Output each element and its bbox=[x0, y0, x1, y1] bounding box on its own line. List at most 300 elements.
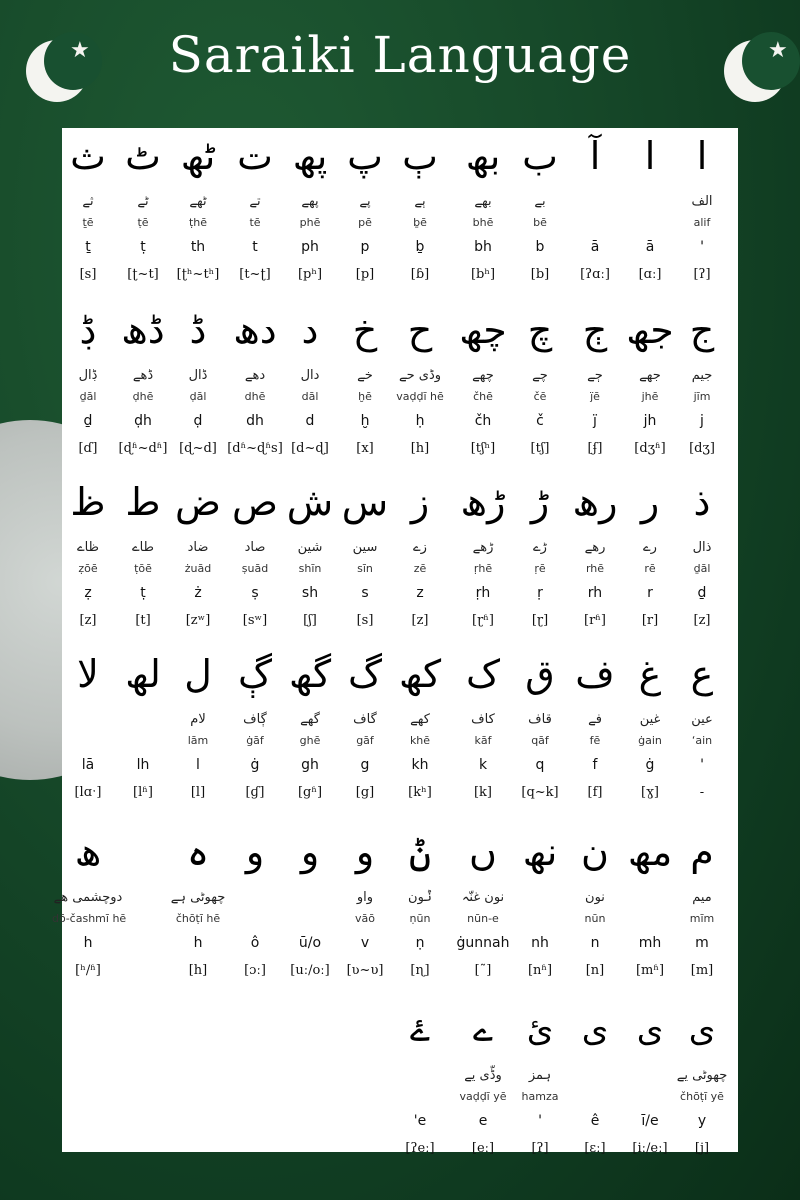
letter-ipa: [ɖ~d] bbox=[179, 441, 217, 456]
letter-native-name: سین bbox=[352, 540, 378, 555]
letter-transliteration: m bbox=[695, 935, 709, 951]
letter-name: vaḍḍī hē bbox=[396, 390, 444, 403]
letter-transliteration: lā bbox=[81, 757, 95, 773]
letter-transliteration: r bbox=[647, 585, 653, 601]
letter-ipa: [uː/oː] bbox=[290, 963, 330, 978]
letter-transliteration: ḍh bbox=[134, 413, 152, 429]
letter-glyph: مھ bbox=[627, 830, 673, 874]
letter-native-name: وڈّی یے bbox=[464, 1068, 502, 1083]
letter-transliteration: ṛh bbox=[475, 585, 491, 601]
letter-ipa: [ɽʱ] bbox=[472, 613, 494, 628]
letter-transliteration: f bbox=[592, 757, 598, 773]
letter-glyph: ش bbox=[286, 480, 334, 524]
letter-name: dhē bbox=[244, 390, 266, 403]
letter-glyph: ا bbox=[696, 134, 708, 178]
letter-transliteration: g bbox=[360, 757, 370, 773]
letter-ipa: [ʈ~t] bbox=[127, 267, 159, 282]
letter-glyph: ح bbox=[407, 308, 433, 352]
letter-glyph: آ bbox=[589, 134, 601, 178]
letter-row bbox=[62, 306, 738, 478]
letter-ipa: [z] bbox=[693, 613, 711, 628]
letter-transliteration: ṣ bbox=[251, 585, 259, 601]
letter-ipa: [ʔɑː] bbox=[580, 267, 610, 282]
letter-native-name: ثے bbox=[82, 194, 94, 209]
letter-glyph: ئ bbox=[526, 1010, 554, 1050]
letter-native-name: الف bbox=[691, 194, 713, 209]
letter-transliteration: ph bbox=[301, 239, 319, 255]
letter-ipa: [gʱ] bbox=[297, 785, 323, 800]
letter-name: lām bbox=[187, 734, 209, 747]
letter-name: żuād bbox=[184, 562, 212, 575]
letter-name: ṛē bbox=[534, 562, 546, 575]
letter-glyph: ع bbox=[690, 652, 714, 696]
letter-glyph: ڋ bbox=[79, 308, 97, 352]
letter-ipa: [ʔ] bbox=[693, 267, 711, 282]
letter-native-name: ݨون bbox=[408, 890, 432, 905]
letter-name: ḏāl bbox=[79, 390, 97, 403]
letter-glyph: ظ bbox=[70, 480, 106, 524]
letter-transliteration: ġ bbox=[250, 757, 260, 773]
letter-glyph: ٹ bbox=[125, 134, 161, 178]
letter-transliteration: h bbox=[193, 935, 203, 951]
letter-name: ġāf bbox=[246, 734, 264, 747]
letter-glyph: گھ bbox=[288, 652, 332, 696]
letter-native-name: گھے bbox=[300, 712, 320, 727]
letter-ipa: [j] bbox=[694, 1141, 710, 1156]
letter-native-name: زے bbox=[413, 540, 427, 555]
letter-transliteration: ġ bbox=[645, 757, 655, 773]
letter-transliteration: dh bbox=[246, 413, 264, 429]
letter-transliteration: ' bbox=[700, 239, 704, 255]
letter-native-name: ڑے bbox=[533, 540, 547, 555]
star-icon-right: ★ bbox=[768, 38, 788, 63]
letter-glyph: ٹھ bbox=[180, 134, 216, 178]
letter-transliteration: čh bbox=[474, 413, 492, 429]
letter-glyph: م bbox=[690, 830, 714, 874]
letter-ipa: [eː] bbox=[471, 1141, 495, 1156]
letter-transliteration: ṭ bbox=[140, 585, 146, 601]
letter-transliteration: j̈ bbox=[593, 413, 597, 429]
letter-transliteration: ḇ bbox=[415, 239, 425, 255]
letter-glyph: ط bbox=[125, 480, 161, 524]
letter-glyph: چ bbox=[527, 308, 553, 352]
letter-native-name: پھے bbox=[301, 194, 319, 209]
letter-ipa: [t~ʈ] bbox=[239, 267, 271, 282]
letter-glyph: ڑھ bbox=[460, 480, 506, 524]
letter-name: dō-čashmī hē bbox=[52, 912, 127, 925]
letter-glyph: ز bbox=[410, 480, 430, 524]
letter-native-name: ٹھے bbox=[189, 194, 207, 209]
letter-ipa: [g] bbox=[355, 785, 375, 800]
letter-transliteration: p bbox=[360, 239, 370, 255]
letter-ipa: [x] bbox=[356, 441, 374, 456]
letter-glyph: و bbox=[245, 830, 265, 874]
letter-name: ṭōē bbox=[134, 562, 152, 575]
letter-name: vāō bbox=[355, 912, 375, 925]
letter-name: shīn bbox=[298, 562, 322, 575]
letter-name: nūn-e bbox=[467, 912, 499, 925]
letter-name: ẓōē bbox=[78, 562, 98, 575]
letter-name: qāf bbox=[531, 734, 549, 747]
letter-name: ḍāl bbox=[189, 390, 207, 403]
letter-ipa: [l] bbox=[190, 785, 206, 800]
letter-name: ṭhē bbox=[188, 216, 208, 229]
letter-transliteration: ḏ bbox=[697, 585, 707, 601]
letter-ipa: [q~k] bbox=[521, 785, 559, 800]
letter-transliteration: h bbox=[83, 935, 93, 951]
letter-ipa: [z] bbox=[79, 613, 97, 628]
alphabet-chart bbox=[52, 128, 738, 1156]
letter-glyph: ۓ bbox=[410, 1010, 430, 1050]
letter-ipa: [ʔ] bbox=[531, 1141, 549, 1156]
letter-name: ṇūn bbox=[409, 912, 431, 925]
letter-native-name: بے bbox=[534, 194, 546, 209]
letter-glyph: رھ bbox=[572, 480, 618, 524]
letter-transliteration: b bbox=[535, 239, 545, 255]
letter-name: rhē bbox=[585, 562, 605, 575]
letter-ipa: [dʒʱ] bbox=[634, 441, 666, 456]
letter-transliteration: ṯ bbox=[85, 239, 91, 255]
letter-native-name: ڳاف bbox=[243, 712, 267, 727]
letter-glyph: ڳ bbox=[237, 652, 272, 696]
letter-glyph: ی bbox=[688, 1010, 716, 1050]
letter-name: ‘ain bbox=[691, 734, 713, 747]
page-title: Saraiki Language bbox=[168, 26, 632, 84]
letter-transliteration: sh bbox=[301, 585, 319, 601]
letter-ipa: [dʒ] bbox=[689, 441, 715, 456]
letter-ipa: [nʱ] bbox=[527, 963, 553, 978]
letter-glyph: ف bbox=[575, 652, 615, 696]
letter-ipa: - bbox=[699, 785, 705, 800]
letter-ipa: [rʱ] bbox=[584, 613, 606, 628]
letter-native-name: ڄے bbox=[587, 368, 603, 383]
letter-glyph: ٻ bbox=[402, 134, 438, 178]
letter-native-name: نون bbox=[585, 890, 605, 905]
letter-glyph: ج bbox=[689, 308, 715, 352]
letter-name: ḇē bbox=[413, 216, 427, 229]
letter-transliteration: ô bbox=[250, 935, 260, 951]
letter-ipa: [r] bbox=[641, 613, 659, 628]
letter-ipa: [ʃ] bbox=[303, 613, 317, 628]
letter-transliteration: ṛ bbox=[537, 585, 543, 601]
letter-ipa: [ɖʱ~dʱ] bbox=[118, 441, 168, 456]
letter-name: gāf bbox=[356, 734, 374, 747]
letter-ipa: [˜] bbox=[474, 963, 492, 978]
letter-name: ghē bbox=[299, 734, 321, 747]
letter-native-name: ذال bbox=[692, 540, 712, 555]
letter-glyph: ی bbox=[581, 1010, 609, 1050]
letter-glyph: پھ bbox=[292, 134, 328, 178]
letter-glyph: ذ bbox=[693, 480, 711, 524]
letter-native-name: ڈال bbox=[188, 368, 208, 383]
letter-ipa: [ʈʰ~tʰ] bbox=[176, 267, 220, 282]
letter-transliteration: ū/o bbox=[298, 935, 322, 951]
letter-transliteration: ' bbox=[538, 1113, 542, 1129]
letter-native-name: ٹے bbox=[137, 194, 149, 209]
letter-name: bhē bbox=[472, 216, 494, 229]
letter-glyph: ہ bbox=[186, 830, 210, 874]
letter-ipa: [z] bbox=[411, 613, 429, 628]
letter-glyph: کھ bbox=[398, 652, 442, 696]
letter-transliteration: ī/e bbox=[641, 1113, 659, 1129]
letter-ipa: [m] bbox=[690, 963, 714, 978]
letter-ipa: [tʃʰ] bbox=[470, 441, 496, 456]
letter-row bbox=[62, 650, 738, 822]
letter-transliteration: rh bbox=[587, 585, 603, 601]
letter-transliteration: nh bbox=[531, 935, 549, 951]
letter-native-name: دال bbox=[300, 368, 320, 383]
letter-name: čhōṭī hē bbox=[175, 912, 221, 925]
letter-glyph: ݨ bbox=[408, 830, 432, 874]
letter-native-name: طاے bbox=[132, 540, 154, 555]
letter-ipa: [pʰ] bbox=[297, 267, 323, 282]
letter-native-name: چھوٹی یے bbox=[676, 1068, 728, 1083]
letter-transliteration: n bbox=[590, 935, 600, 951]
letter-name: čhē bbox=[473, 390, 493, 403]
letter-ipa: [s] bbox=[356, 613, 374, 628]
letter-name: jhē bbox=[641, 390, 659, 403]
letter-transliteration: jh bbox=[643, 413, 657, 429]
letter-glyph: ب bbox=[522, 134, 558, 178]
letter-native-name: تے bbox=[249, 194, 261, 209]
letter-name: vaḍḍī yē bbox=[459, 1090, 507, 1103]
letter-native-name: بھے bbox=[474, 194, 492, 209]
letter-glyph: ں bbox=[469, 830, 497, 874]
letter-transliteration: ż bbox=[194, 585, 202, 601]
letter-native-name: جیم bbox=[691, 368, 713, 383]
letter-transliteration: j bbox=[700, 413, 704, 429]
letter-native-name: واو bbox=[356, 890, 374, 905]
letter-ipa: [t] bbox=[135, 613, 151, 628]
letter-native-name: کھے bbox=[410, 712, 430, 727]
letter-transliteration: ġunnah bbox=[456, 935, 510, 951]
letter-native-name: صاد bbox=[244, 540, 266, 555]
letter-glyph: ا bbox=[644, 134, 656, 178]
letter-glyph: و bbox=[300, 830, 320, 874]
letter-glyph: ن bbox=[581, 830, 609, 874]
letter-glyph: ت bbox=[237, 134, 273, 178]
letter-name: pē bbox=[358, 216, 372, 229]
letter-transliteration: ẓ bbox=[84, 585, 92, 601]
letter-native-name: چے bbox=[532, 368, 548, 383]
letter-native-name: پے bbox=[359, 194, 371, 209]
letter-name: ṯē bbox=[82, 216, 94, 229]
letter-ipa: [n] bbox=[585, 963, 605, 978]
letter-ipa: [p] bbox=[355, 267, 375, 282]
letter-glyph: ک bbox=[465, 652, 500, 696]
letter-name: khē bbox=[409, 734, 431, 747]
letter-ipa: [b] bbox=[530, 267, 550, 282]
letter-ipa: [mʱ] bbox=[635, 963, 665, 978]
letter-name: mīm bbox=[689, 912, 715, 925]
letter-glyph: ق bbox=[525, 652, 555, 696]
letter-glyph: پ bbox=[347, 134, 383, 178]
letter-transliteration: t bbox=[252, 239, 258, 255]
letter-native-name: گاف bbox=[353, 712, 377, 727]
letter-ipa: [kʰ] bbox=[408, 785, 432, 800]
letter-glyph: ڈھ bbox=[121, 308, 165, 352]
letter-glyph: بھ bbox=[465, 134, 501, 178]
letter-native-name: فے bbox=[588, 712, 602, 727]
letter-glyph: ل bbox=[184, 652, 212, 696]
letter-native-name: قاف bbox=[528, 712, 552, 727]
letter-transliteration: č bbox=[536, 413, 544, 429]
letter-glyph: ص bbox=[232, 480, 278, 524]
letter-ipa: [ɽ] bbox=[531, 613, 549, 628]
letter-name: rē bbox=[644, 562, 656, 575]
letter-glyph: جھ bbox=[626, 308, 674, 352]
letter-name: alif bbox=[693, 216, 711, 229]
letter-native-name: میم bbox=[692, 890, 712, 905]
letter-name: ġain bbox=[638, 734, 662, 747]
letter-native-name: دوچشمی ھے bbox=[53, 890, 123, 905]
letter-glyph: ر bbox=[640, 480, 660, 524]
letter-native-name: عین bbox=[691, 712, 713, 727]
letter-ipa: [tʃ] bbox=[530, 441, 550, 456]
letter-transliteration: ḏ bbox=[83, 413, 93, 429]
letter-ipa: [lʱ] bbox=[133, 785, 153, 800]
letter-name: jīm bbox=[693, 390, 711, 403]
letter-glyph: و bbox=[355, 830, 375, 874]
letter-transliteration: gh bbox=[301, 757, 319, 773]
letter-glyph: ڄ bbox=[582, 308, 608, 352]
letter-name: kāf bbox=[474, 734, 492, 747]
letter-row bbox=[52, 828, 738, 1000]
letter-ipa: [zʷ] bbox=[185, 613, 211, 628]
letter-native-name: نون غنّہ bbox=[461, 890, 505, 905]
letter-glyph: لا bbox=[77, 652, 99, 696]
letter-ipa: [bʰ] bbox=[470, 267, 496, 282]
letter-native-name: شین bbox=[297, 540, 323, 555]
letter-ipa: [ɣ] bbox=[641, 785, 659, 800]
letter-glyph: چھ bbox=[459, 308, 507, 352]
letter-name: ṛhē bbox=[473, 562, 493, 575]
letter-transliteration: ā bbox=[590, 239, 600, 255]
letter-name: hamza bbox=[521, 1090, 559, 1103]
letter-native-name: وڈی حے bbox=[398, 368, 442, 383]
letter-glyph: دھ bbox=[233, 308, 277, 352]
letter-transliteration: ṇ bbox=[415, 935, 425, 951]
letter-native-name: ڑھے bbox=[472, 540, 494, 555]
letter-ipa: [s] bbox=[79, 267, 97, 282]
letter-name: nūn bbox=[584, 912, 606, 925]
letter-name: j̈ē bbox=[590, 390, 600, 403]
letter-native-name: دھے bbox=[244, 368, 266, 383]
letter-ipa: [h] bbox=[188, 963, 208, 978]
letter-transliteration: s bbox=[361, 585, 369, 601]
letter-ipa: [sʷ] bbox=[242, 613, 268, 628]
letter-row bbox=[62, 478, 738, 650]
letter-name: ṭē bbox=[137, 216, 149, 229]
letter-glyph: ھ bbox=[74, 830, 102, 874]
letter-transliteration: th bbox=[190, 239, 206, 255]
letter-name: zē bbox=[413, 562, 427, 575]
letter-native-name: رھے bbox=[584, 540, 606, 555]
letter-native-name: ٻے bbox=[414, 194, 426, 209]
letter-native-name: ضاد bbox=[187, 540, 209, 555]
letter-glyph: خ bbox=[352, 308, 378, 352]
letter-transliteration: kh bbox=[411, 757, 429, 773]
letter-glyph: گ bbox=[347, 652, 382, 696]
letter-ipa: [ɔː] bbox=[244, 963, 266, 978]
letter-transliteration: 'e bbox=[413, 1113, 427, 1129]
letter-glyph: د bbox=[301, 308, 319, 352]
letter-native-name: ڋال bbox=[78, 368, 98, 383]
letter-ipa: [h] bbox=[410, 441, 430, 456]
letter-ipa: [ɳ] bbox=[410, 963, 430, 978]
letter-transliteration: ḥ bbox=[415, 413, 425, 429]
letter-transliteration: ā bbox=[645, 239, 655, 255]
letter-native-name: ڈھے bbox=[132, 368, 154, 383]
letter-native-name: رے bbox=[643, 540, 657, 555]
letter-ipa: [ɑː] bbox=[638, 267, 662, 282]
letter-ipa: [ʔeː] bbox=[405, 1141, 435, 1156]
letter-name: fē bbox=[589, 734, 601, 747]
letter-name: phē bbox=[299, 216, 321, 229]
letter-name: ḏāl bbox=[693, 562, 711, 575]
letter-glyph: ڑ bbox=[530, 480, 550, 524]
letter-native-name: خے bbox=[357, 368, 373, 383]
letter-transliteration: ê bbox=[590, 1113, 600, 1129]
letter-transliteration: z bbox=[416, 585, 424, 601]
letter-transliteration: ' bbox=[700, 757, 704, 773]
letter-ipa: [lɑˑ] bbox=[74, 785, 102, 800]
letter-glyph: ض bbox=[175, 480, 221, 524]
letter-native-name: ظاے bbox=[77, 540, 99, 555]
letter-native-name: لام bbox=[190, 712, 206, 727]
letter-name: čhōṭī yē bbox=[680, 1090, 724, 1103]
letter-name: sīn bbox=[357, 562, 373, 575]
letter-native-name: غین bbox=[639, 712, 661, 727]
letter-glyph: نھ bbox=[522, 830, 558, 874]
letter-row bbox=[62, 1006, 738, 1178]
letter-ipa: [ɗ] bbox=[78, 441, 98, 456]
letter-glyph: غ bbox=[638, 652, 662, 696]
letter-glyph: س bbox=[341, 480, 389, 524]
letter-transliteration: ṭ bbox=[140, 239, 146, 255]
letter-ipa: [d~ɖ] bbox=[291, 441, 329, 456]
letter-ipa: [ʋ~υ] bbox=[346, 963, 384, 978]
letter-ipa: [ɛː] bbox=[584, 1141, 606, 1156]
letter-ipa: [ʰ/ʱ] bbox=[75, 963, 101, 978]
letter-name: ḍhē bbox=[132, 390, 154, 403]
letter-transliteration: mh bbox=[638, 935, 662, 951]
letter-native-name: جھے bbox=[639, 368, 661, 383]
letter-ipa: [f] bbox=[587, 785, 603, 800]
letter-name: dāl bbox=[301, 390, 319, 403]
letter-name: ṣuād bbox=[241, 562, 269, 575]
letter-transliteration: bh bbox=[474, 239, 492, 255]
letter-transliteration: k bbox=[478, 757, 488, 773]
letter-native-name: کاف bbox=[471, 712, 495, 727]
letter-ipa: [dʱ~ɖʱs] bbox=[227, 441, 283, 456]
letter-transliteration: ḫ bbox=[360, 413, 370, 429]
letter-transliteration: q bbox=[535, 757, 545, 773]
letter-transliteration: v bbox=[360, 935, 370, 951]
letter-native-name: چھے bbox=[472, 368, 494, 383]
letter-glyph: ے bbox=[473, 1010, 493, 1050]
letter-glyph: لھ bbox=[125, 652, 161, 696]
letter-ipa: [ɓ] bbox=[410, 267, 430, 282]
letter-ipa: [iː/eː] bbox=[632, 1141, 668, 1156]
letter-ipa: [ʄ] bbox=[587, 441, 603, 456]
letter-transliteration: ḍ bbox=[193, 413, 203, 429]
letter-transliteration: d bbox=[305, 413, 315, 429]
letter-glyph: ڈ bbox=[189, 308, 207, 352]
letter-glyph: ی bbox=[636, 1010, 664, 1050]
letter-glyph: ث bbox=[70, 134, 106, 178]
letter-native-name: چھوٹی ہے bbox=[170, 890, 226, 905]
